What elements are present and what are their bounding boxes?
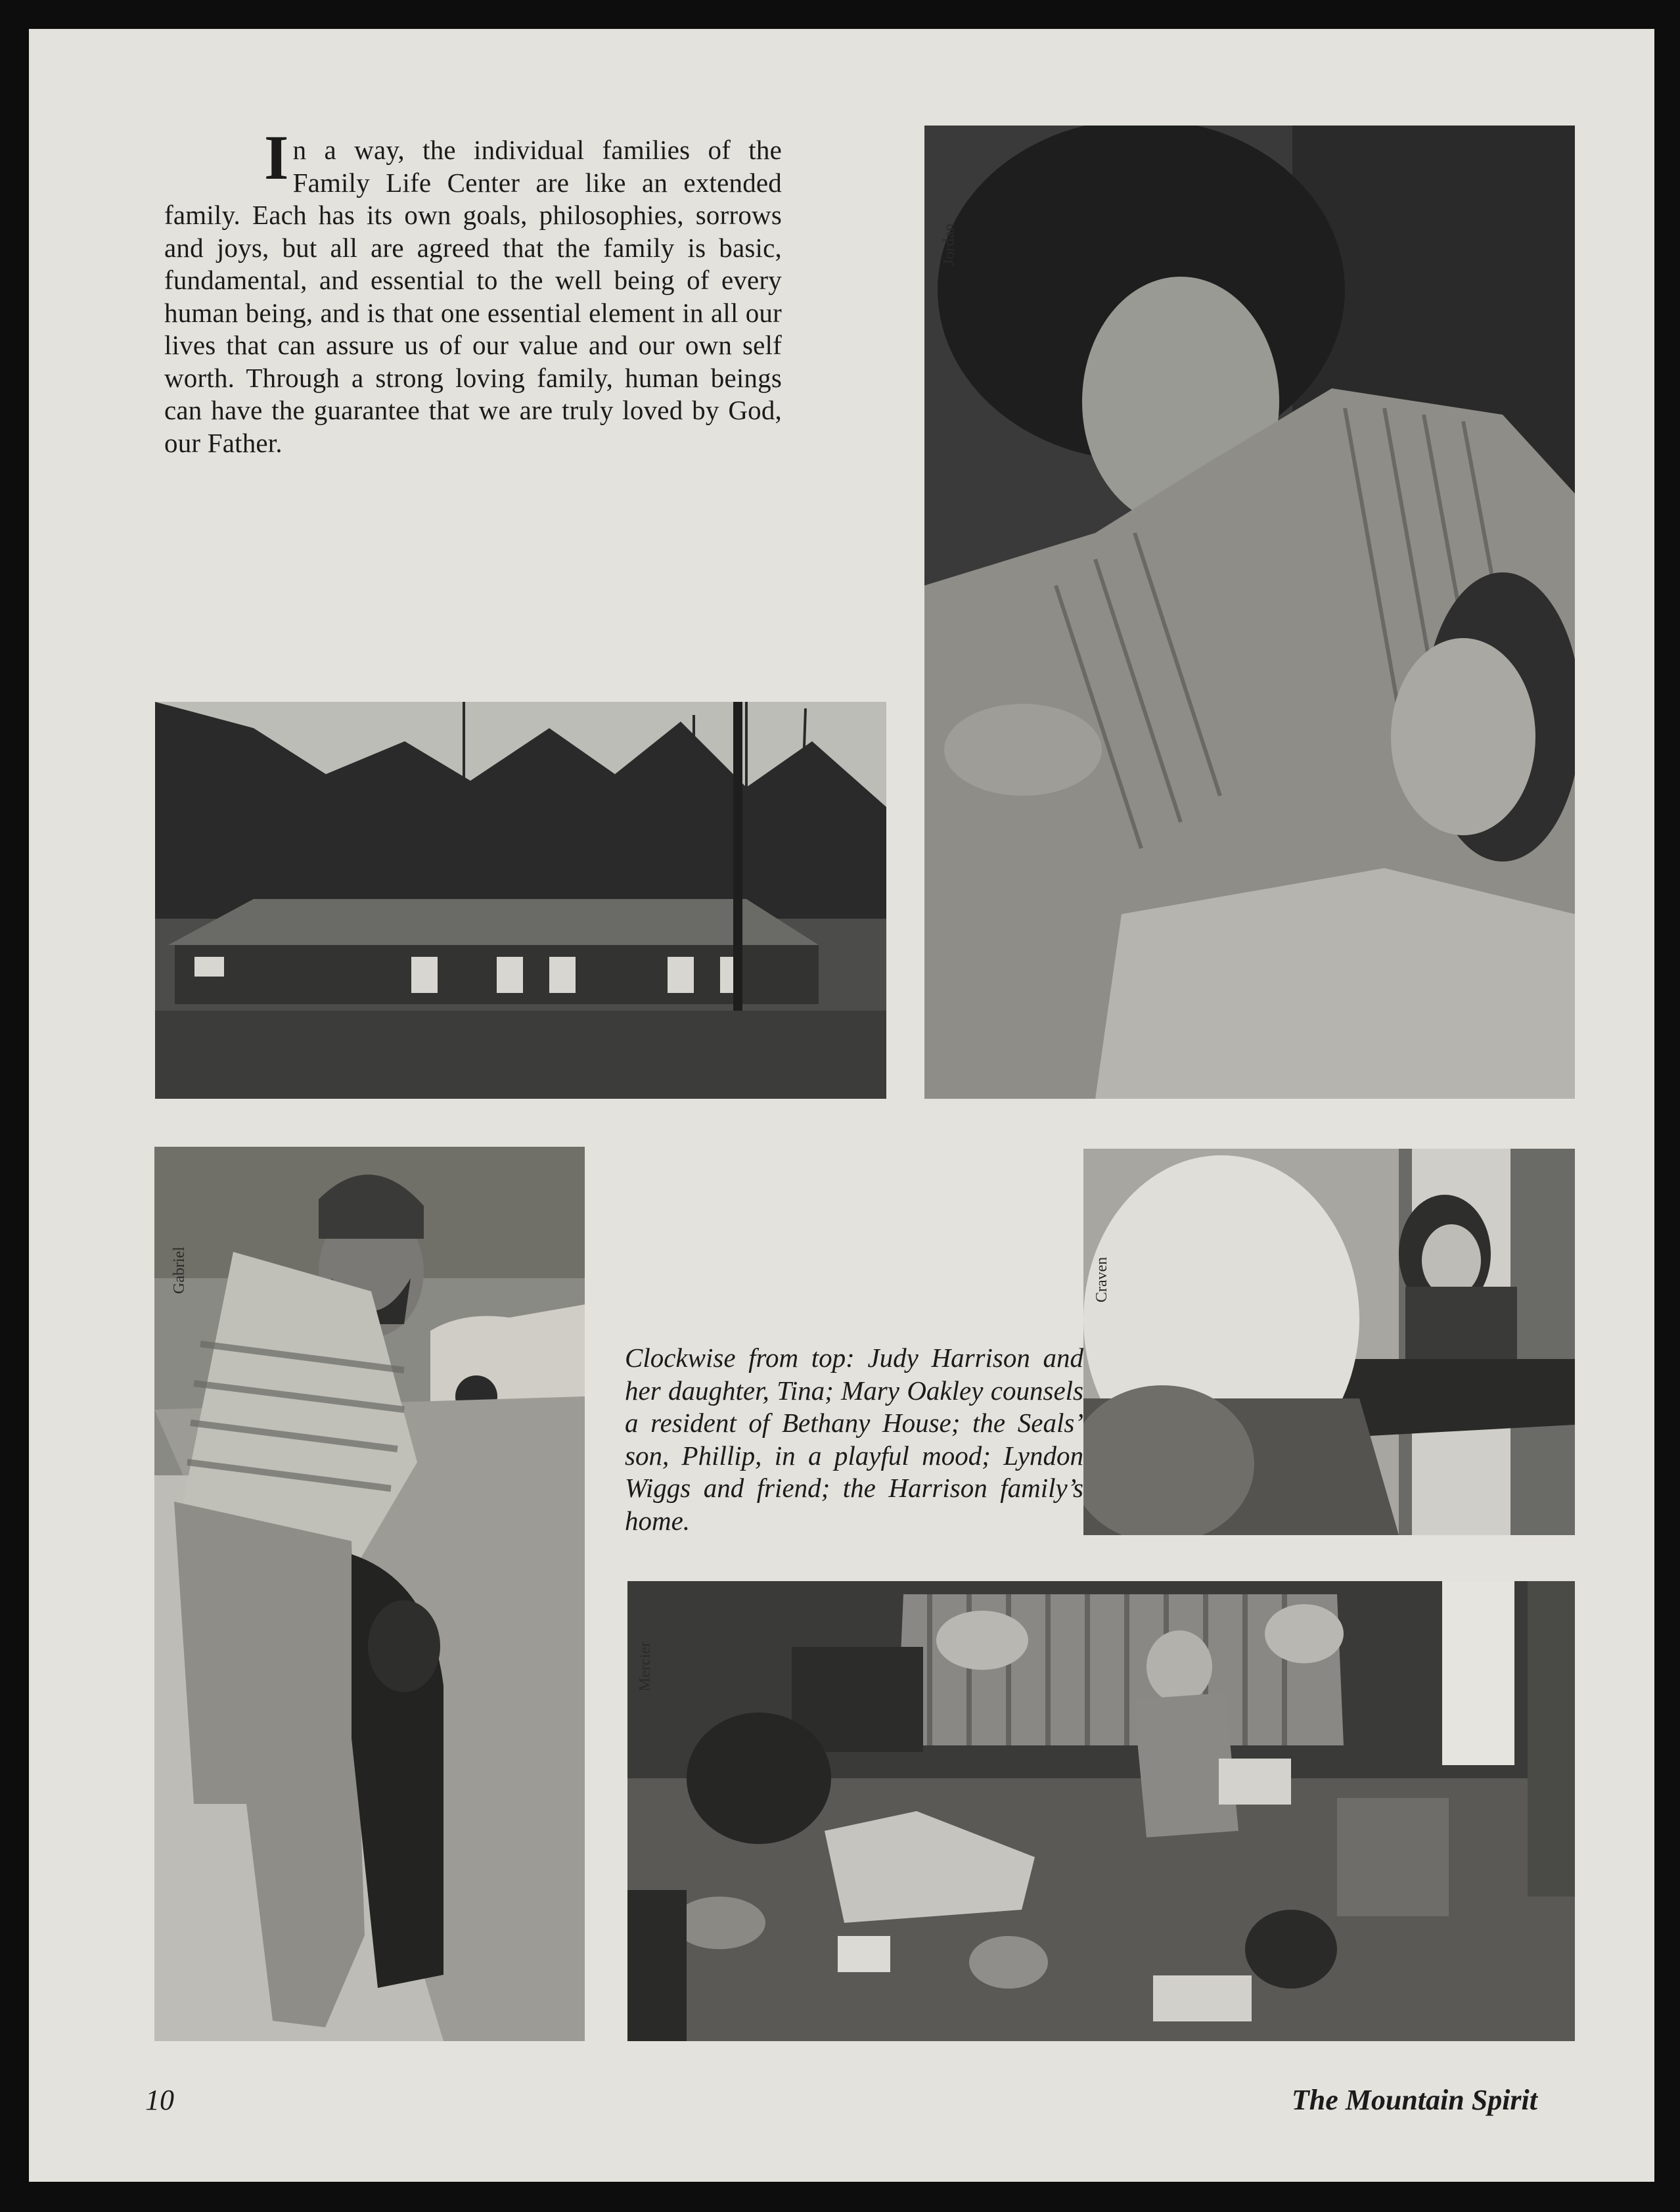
intro-paragraph bbox=[164, 122, 782, 459]
photo-family-home bbox=[155, 702, 886, 1099]
photo-credit-middle-left: Jordan bbox=[172, 773, 189, 815]
intro-text: n a way, the individual families of the Family Life Center are like an extended family. Each has its own goals, philosophies, sorrows and joys, but all are agreed that the family is basic, fundamental, and essential to the well being of every human being, and is that one essential element in all our lives that can assure us of our value and our own self worth. Through a strong loving family, human beings can have the guarantee that we are truly loved by God, our Father. bbox=[164, 135, 782, 458]
photo-counseling-session bbox=[1083, 1149, 1575, 1535]
photo-man-with-dog bbox=[154, 1147, 585, 2041]
photo-playful-child bbox=[627, 1581, 1575, 2041]
publication-title: The Mountain Spirit bbox=[1291, 2084, 1537, 2116]
photo-credit-top-right: Jordan bbox=[941, 223, 958, 265]
photo-credit-middle-right: Craven bbox=[1093, 1256, 1110, 1302]
photo-credit-bottom-right: Mercier bbox=[637, 1642, 654, 1692]
magazine-page bbox=[29, 29, 1654, 2182]
photo-mother-and-daughter bbox=[924, 126, 1575, 1099]
photo-caption: Clockwise from top: Judy Harrison and her daughter, Tina; Mary Oakley counsels a resident of Bethany House; the Seals’ son, Phillip, in a playful mood; Lyndon Wiggs and friend; the Harrison family’s home. bbox=[625, 1343, 1083, 1536]
photo-credit-bottom-left: Gabriel bbox=[171, 1247, 188, 1294]
drop-cap: I bbox=[264, 122, 289, 193]
page-number: 10 bbox=[145, 2084, 174, 2116]
